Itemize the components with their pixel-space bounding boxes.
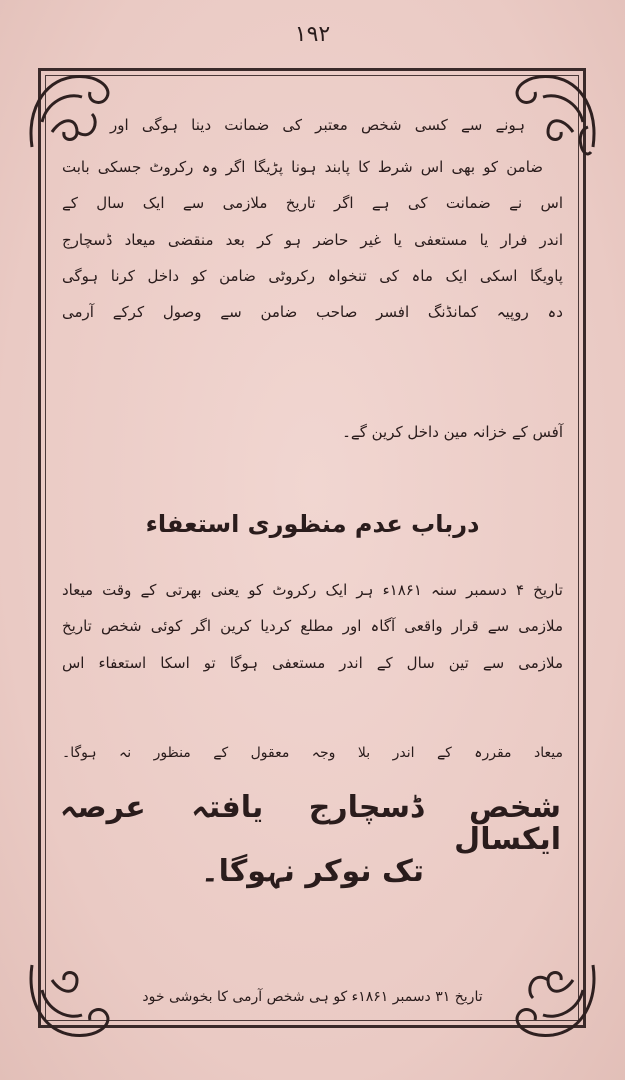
text-line: ملازمی سے تین سال کے اندر مستعفی ہوگا تو اسکا استعفاء اس bbox=[62, 654, 563, 672]
text-line: اس نے ضمانت کی ہے اگر تاریخ ملازمی سے ایک سال کے bbox=[62, 194, 563, 212]
section-heading: درباب عدم منظوری استعفاء bbox=[145, 510, 480, 538]
text-line: پاویگا اسکی ایک ماہ کی تنخواہ رکروٹی ضامن کو داخل کرنا ہوگی bbox=[62, 267, 563, 285]
text-line: آفس کے خزانہ مین داخل کرین گے۔ bbox=[342, 423, 563, 441]
notice-line: شخص ڈسچارج یافتہ عرصہ ایکسال bbox=[60, 790, 561, 857]
corner-ornament-bottom-right bbox=[508, 955, 603, 1050]
footer-line: تاریخ ۳۱ دسمبر ۱۸۶۱ء کو ہی شخص آرمی کا بخوشی خود bbox=[142, 989, 483, 1005]
page-number: ۱۹۲ bbox=[294, 22, 331, 47]
text-line: ملازمی سے قرار واقعی آگاہ اور مطلع کردیا کرین اگر کوئی شخص تاریخ bbox=[62, 617, 563, 635]
text-line: میعاد مقررہ کے اندر بلا وجہ معقول کے منظور نہ ہوگا۔ bbox=[62, 745, 563, 761]
text-line: اندر فرار یا مستعفی یا غیر حاضر ہو کر بعد منقضی میعاد ڈسچارج bbox=[62, 231, 563, 249]
corner-ornament-top-right bbox=[508, 62, 603, 157]
corner-ornament-bottom-left bbox=[22, 955, 117, 1050]
corner-ornament-top-left bbox=[22, 62, 117, 157]
notice-line: تک نوکر نہوگا۔ bbox=[201, 854, 424, 889]
text-line: ضامن کو بھی اس شرط کا پابند ہونا پڑیگا اگر وہ رکروٹ جسکی بابت bbox=[62, 158, 543, 176]
text-line: ہونے سے کسی شخص معتبر کی ضمانت دینا ہوگی اور bbox=[110, 116, 525, 134]
text-line: دہ روپیہ کمانڈنگ افسر صاحب ضامن سے وصول کرکے آرمی bbox=[62, 303, 563, 321]
text-line: تاریخ ۴ دسمبر سنہ ۱۸۶۱ء ہر ایک رکروٹ کو یعنی بھرتی کے وقت میعاد bbox=[62, 581, 563, 599]
